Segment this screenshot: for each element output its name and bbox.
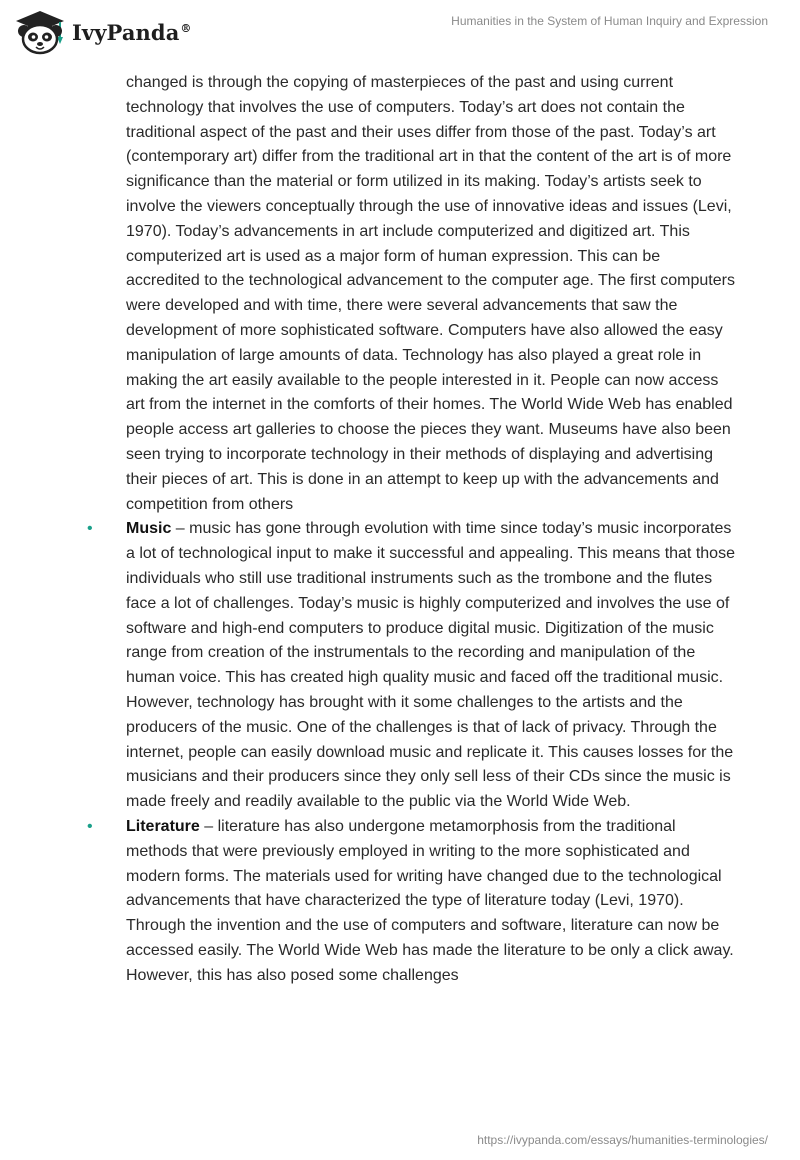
- essay-body: [87, 71, 736, 988]
- term-literature: Literature: [126, 817, 200, 835]
- page-header: [0, 0, 800, 60]
- item-text-literature: – literature has also undergone metamorphosis from the traditional methods that were previously employed in writing to the more sophisticated and modern forms. The materials used for writing have changed due to the technological advancements that have characterized the type of literature today (Levi, 1970). Through the invention and the use of computers and software, literature can now be accessed easily. The World Wide Web has made the literature to be only a click away. However, this has also posed some challenges: [126, 817, 734, 984]
- document-title: Humanities in the System of Human Inquiry and Expression: [451, 14, 768, 28]
- item-text-music: – music has gone through evolution with time since today’s music incorporates a lot of technological input to make it successful and appealing. This means that those individuals who still use traditional instruments such as the trombone and the flutes face a lot of challenges. Today’s music is highly computerized and involves the use of software and high-end computers to produce digital music. Digitization of the music range from creation of the instrumentals to the recording and manipulation of the human voice. This has created high quality music and faced off the traditional music. However, technology has brought with it some challenges to the artists and the producers of the music. One of the challenges is that of lack of privacy. Through the internet, people can easily download music and replicate it. This causes losses for the musicians and their producers since they only sell less of their CDs since the music is made freely and readily available to the public via the World Wide Web.: [126, 520, 735, 811]
- panda-graduate-icon: [14, 9, 66, 55]
- paragraph-continuation: changed is through the copying of masterpieces of the past and using current technology that involves the use of computers. Today’s art does not contain the traditional aspect of the past and their uses differ from those of the past. Today’s art (contemporary art) differ from the traditional art in that the content of the art is of more significance than the material or form utilized in its making. Today’s artists seek to involve the viewers conceptually through the use of innovative ideas and issues (Levi, 1970). Today’s advancements in art include computerized and digitized art. This computerized art is used as a major form of human expression. This can be accredited to the technological advancement to the computer age. The first computers were developed and with time, there were several advancements that saw the development of more sophisticated software. Computers have also allowed the easy manipulation of large amounts of data. Technology has also played a great role in making the art easily available to the people interested in it. People can now access art from the internet in the comforts of their homes. The World Wide Web has enabled people access art galleries to choose the pieces they want. Museums have also been seen trying to incorporate technology in their methods of displaying and advertising their pieces of art. This is done in an attempt to keep up with the advancements and competition from others: [126, 74, 735, 513]
- list-item-music: [87, 517, 736, 815]
- brand-logo[interactable]: [14, 8, 192, 56]
- source-url[interactable]: https://ivypanda.com/essays/humanities-terminologies/: [477, 1133, 768, 1147]
- bullet-icon: •: [87, 817, 93, 835]
- list-item-literature: [87, 815, 736, 989]
- term-music: Music: [126, 520, 172, 538]
- bullet-icon: •: [87, 520, 93, 538]
- bullet-list: [87, 517, 736, 988]
- brand-name: IvyPanda®: [72, 19, 192, 45]
